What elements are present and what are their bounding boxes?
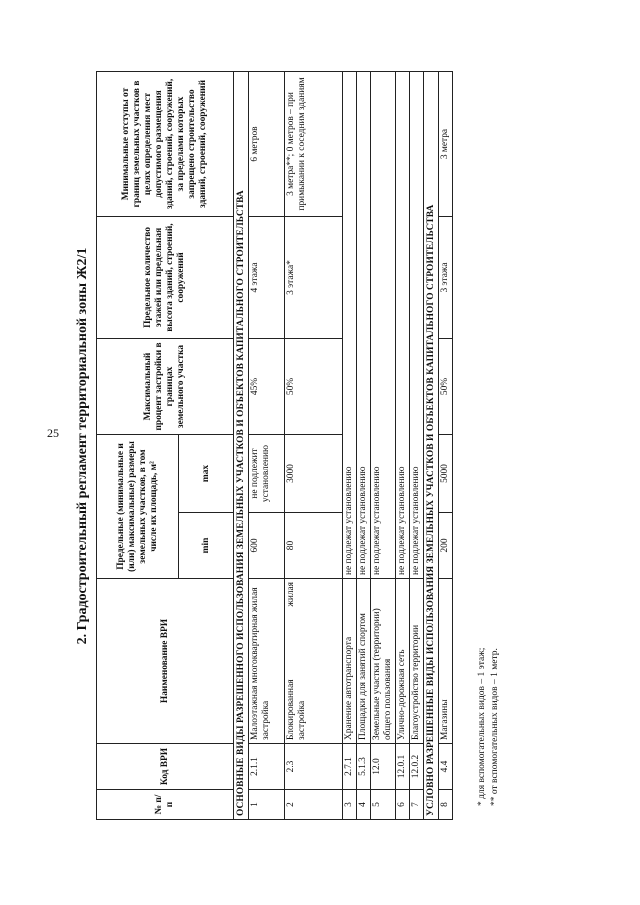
row-name-line: застройка (297, 700, 307, 740)
page-number: 25 (47, 426, 59, 440)
row-name: Малоэтажная многоквартирная жилая застройка (249, 579, 285, 744)
row-merged-value: не подлежат установлению (343, 72, 357, 579)
row-name: Улично-дорожная сеть (396, 579, 410, 744)
row-percent: 45% (249, 339, 285, 435)
row-max: 3000 (285, 435, 343, 513)
row-percent: 50% (439, 339, 453, 435)
section-main: ОСНОВНЫЕ ВИДЫ РАЗРЕШЕННОГО ИСПОЛЬЗОВАНИЯ ЗЕМЕЛЬНЫХ УЧАСТКОВ И ОБЪЕКТОВ КАПИТАЛЬНОГО СТРОИТЕЛЬСТВА (234, 72, 249, 820)
row-percent: 50% (285, 339, 343, 435)
row-code: 2.1.1 (249, 744, 285, 790)
row-code: 2.7.1 (343, 744, 357, 790)
row-merged-value: не подлежат установлению (410, 72, 424, 579)
row-floors: 4 этажа (249, 217, 285, 339)
header-percent: Максимальный процент застройки в границах земельного участка (97, 339, 234, 435)
table-row (249, 72, 285, 820)
header-max: max (179, 435, 234, 513)
table-row (343, 72, 357, 820)
row-merged-value: не подлежат установлению (371, 72, 396, 579)
row-num: 3 (343, 790, 357, 820)
header-code: Код ВРИ (97, 744, 234, 790)
row-setback: 3 метра (439, 72, 453, 217)
row-name: Магазины (439, 579, 453, 744)
header-name: Наименование ВРИ (97, 579, 234, 744)
row-num: 8 (439, 790, 453, 820)
header-setbacks: Минимальные отступы от границ земельных участков в целях определения мест допустимого размещения зданий, строений, сооружений, за пределами которых запрещено строительство зданий, строений, сооружений (97, 72, 234, 217)
table-row (371, 72, 396, 820)
row-setback: 6 метров (249, 72, 285, 217)
footnotes (476, 648, 502, 806)
row-code: 4.4 (439, 744, 453, 790)
row-setback: 3 метра**; 0 метров – при примыкании к соседним зданиям (285, 72, 343, 217)
header-min: min (179, 513, 234, 579)
table-row (410, 72, 424, 820)
row-code: 12.0 (371, 744, 396, 790)
row-num: 6 (396, 790, 410, 820)
header-num: № п/п (97, 790, 234, 820)
row-floors: 3 этажа* (285, 217, 343, 339)
table-row (396, 72, 410, 820)
row-code: 12.0.2 (410, 744, 424, 790)
row-num: 2 (285, 790, 343, 820)
row-name: Площадки для занятий спортом (357, 579, 371, 744)
row-code: 2.3 (285, 744, 343, 790)
row-code: 12.0.1 (396, 744, 410, 790)
section-conditional: УСЛОВНО РАЗРЕШЕННЫЕ ВИДЫ ИСПОЛЬЗОВАНИЯ ЗЕМЕЛЬНЫХ УЧАСТКОВ И ОБЪЕКТОВ КАПИТАЛЬНОГО СТРОИТЕЛЬСТВА (424, 72, 439, 820)
row-name: Земельные участки (территории) общего пользования (371, 579, 396, 744)
row-name: Хранение автотранспорта (343, 579, 357, 744)
row-merged-value: не подлежат установлению (357, 72, 371, 579)
footnote: * для вспомогательных видов – 1 этаж; (477, 647, 487, 806)
row-floors: 3 этажа (439, 217, 453, 339)
row-max: 5000 (439, 435, 453, 513)
row-code: 5.1.3 (357, 744, 371, 790)
row-min: 200 (439, 513, 453, 579)
header-floors: Предельное количество этажей или предельная высота зданий, строений, сооружений (97, 217, 234, 339)
footnote: ** от вспомогательных видов – 1 метр. (490, 648, 500, 806)
row-max: не подлежит установлению (249, 435, 285, 513)
table-row (357, 72, 371, 820)
table-row (285, 72, 343, 820)
header-sizes: Предельные (минимальные и (или) максимальные) размеры земельных участков, в том числе их площадь, м² (97, 435, 179, 579)
row-name-line: Блокированная жилая (286, 582, 296, 740)
rotated-page-content (74, 66, 534, 826)
row-num: 7 (410, 790, 424, 820)
row-num: 1 (249, 790, 285, 820)
row-num: 5 (371, 790, 396, 820)
row-min: 80 (285, 513, 343, 579)
row-min: 600 (249, 513, 285, 579)
page-title: 2. Градостроительный регламент территориальной зоны Ж2/1 (75, 247, 90, 645)
row-name (285, 579, 343, 744)
row-num: 4 (357, 790, 371, 820)
table-row (439, 72, 453, 820)
row-merged-value: не подлежат установлению (396, 72, 410, 579)
regulation-table (96, 71, 453, 820)
row-name: Благоустройство территории (410, 579, 424, 744)
